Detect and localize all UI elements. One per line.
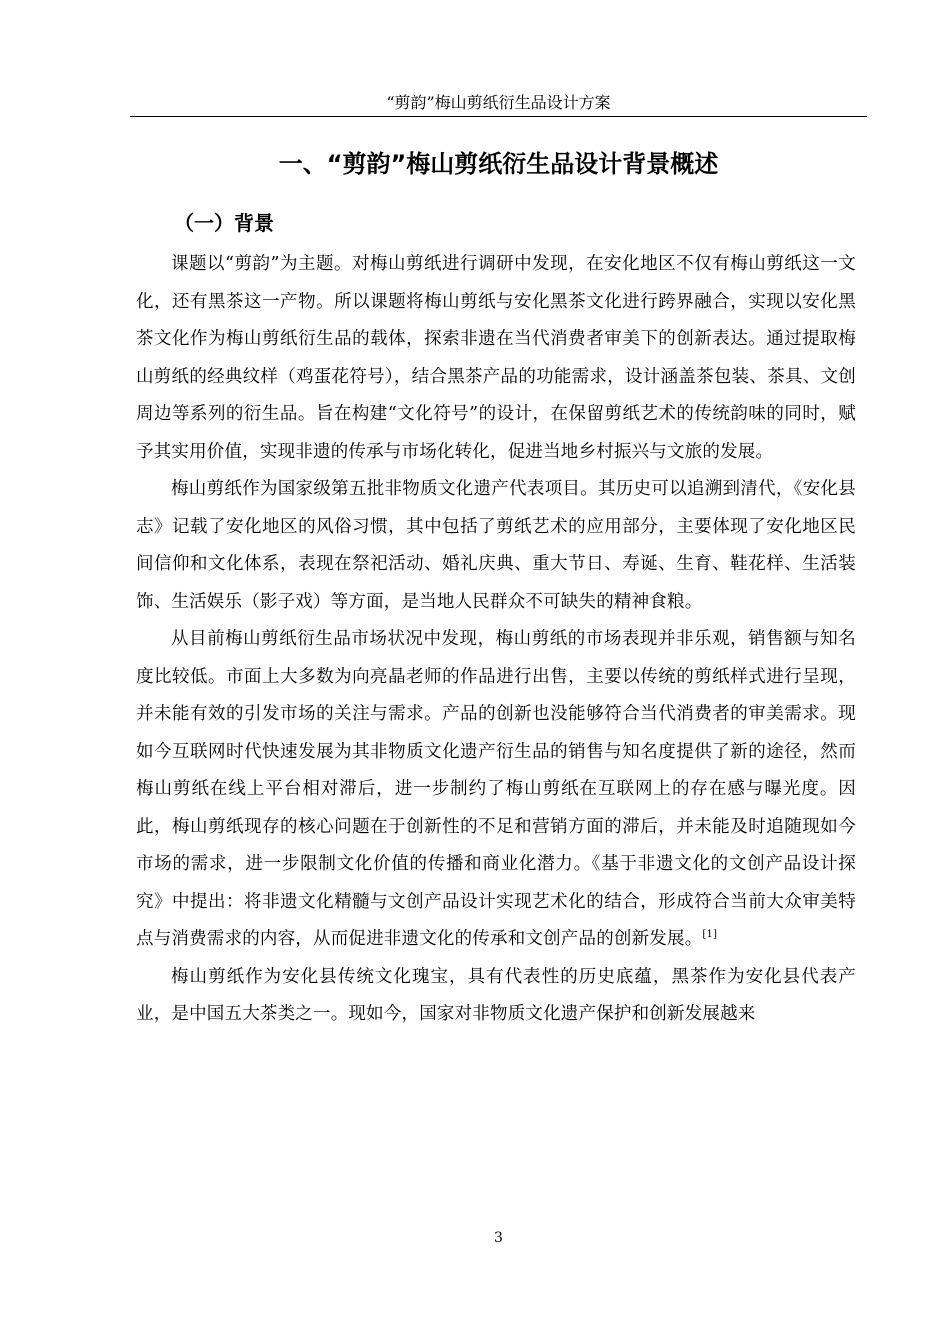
citation-marker: [1] [702, 929, 718, 941]
body-text [136, 246, 856, 1034]
paragraph-3-text: 从目前梅山剪纸衍生品市场状况中发现，梅山剪纸的市场表现并非乐观，销售额与知名度比较低。市面上大多数为向亮晶老师的作品进行出售，主要以传统的剪纸样式进行呈现，并未能有效的引发市场的关注与需求。产品的创新也没能够符合当代消费者的审美需求。现如今互联网时代快速发展为其非物质文化遗产衍生品的销售与知名度提供了新的途径，然而梅山剪纸在线上平台相对滞后，进一步制约了梅山剪纸在互联网上的存在感与曝光度。因此，梅山剪纸现存的核心问题在于创新性的不足和营销方面的滞后，并未能及时追随现如今市场的需求，进一步限制文化价值的传播和商业化潜力。《基于非遗文化的文创产品设计探究》中提出：将非遗文化精髓与文创产品设计实现艺术化的结合，形成符合当前大众审美特点与消费需求的内容，从而促进非遗文化的传承和文创产品的创新发展。 [136, 629, 856, 949]
paragraph-2: 梅山剪纸作为国家级第五批非物质文化遗产代表项目。其历史可以追溯到清代，《安化县志》记载了安化地区的风俗习惯，其中包括了剪纸艺术的应用部分，主要体现了安化地区民间信仰和文化体系，表现在祭祀活动、婚礼庆典、重大节日、寿诞、生育、鞋花样、生活装饰、生活娱乐（影子戏）等方面，是当地人民群众不可缺失的精神食粮。 [136, 479, 856, 612]
running-header: “剪韵”梅山剪纸衍生品设计方案 [386, 93, 611, 112]
chapter-title: 一、“剪韵”梅山剪纸衍生品设计背景概述 [278, 150, 719, 178]
paragraph-4: 梅山剪纸作为安化县传统文化瑰宝，具有代表性的历史底蕴，黑茶作为安化县代表产业，是中国五大茶类之一。现如今，国家对非物质文化遗产保护和创新发展越来 [136, 966, 856, 1024]
page-number: 3 [494, 1230, 503, 1246]
paragraph-3 [136, 621, 856, 959]
paragraph-1: 课题以“剪韵”为主题。对梅山剪纸进行调研中发现，在安化地区不仅有梅山剪纸这一文化，还有黑茶这一产物。所以课题将梅山剪纸与安化黑茶文化进行跨界融合，实现以安化黑茶文化作为梅山剪纸衍生品的载体，探索非遗在当代消费者审美下的创新表达。通过提取梅山剪纸的经典纹样（鸡蛋花符号），结合黑茶产品的功能需求，设计涵盖茶包装、茶具、文创周边等系列的衍生品。旨在构建“文化符号”的设计，在保留剪纸艺术的传统韵味的同时，赋予其实用价值，实现非遗的传承与市场化转化，促进当地乡村振兴与文旅的发展。 [136, 254, 856, 462]
section-title: （一）背景 [174, 211, 274, 235]
header-rule [130, 116, 867, 117]
